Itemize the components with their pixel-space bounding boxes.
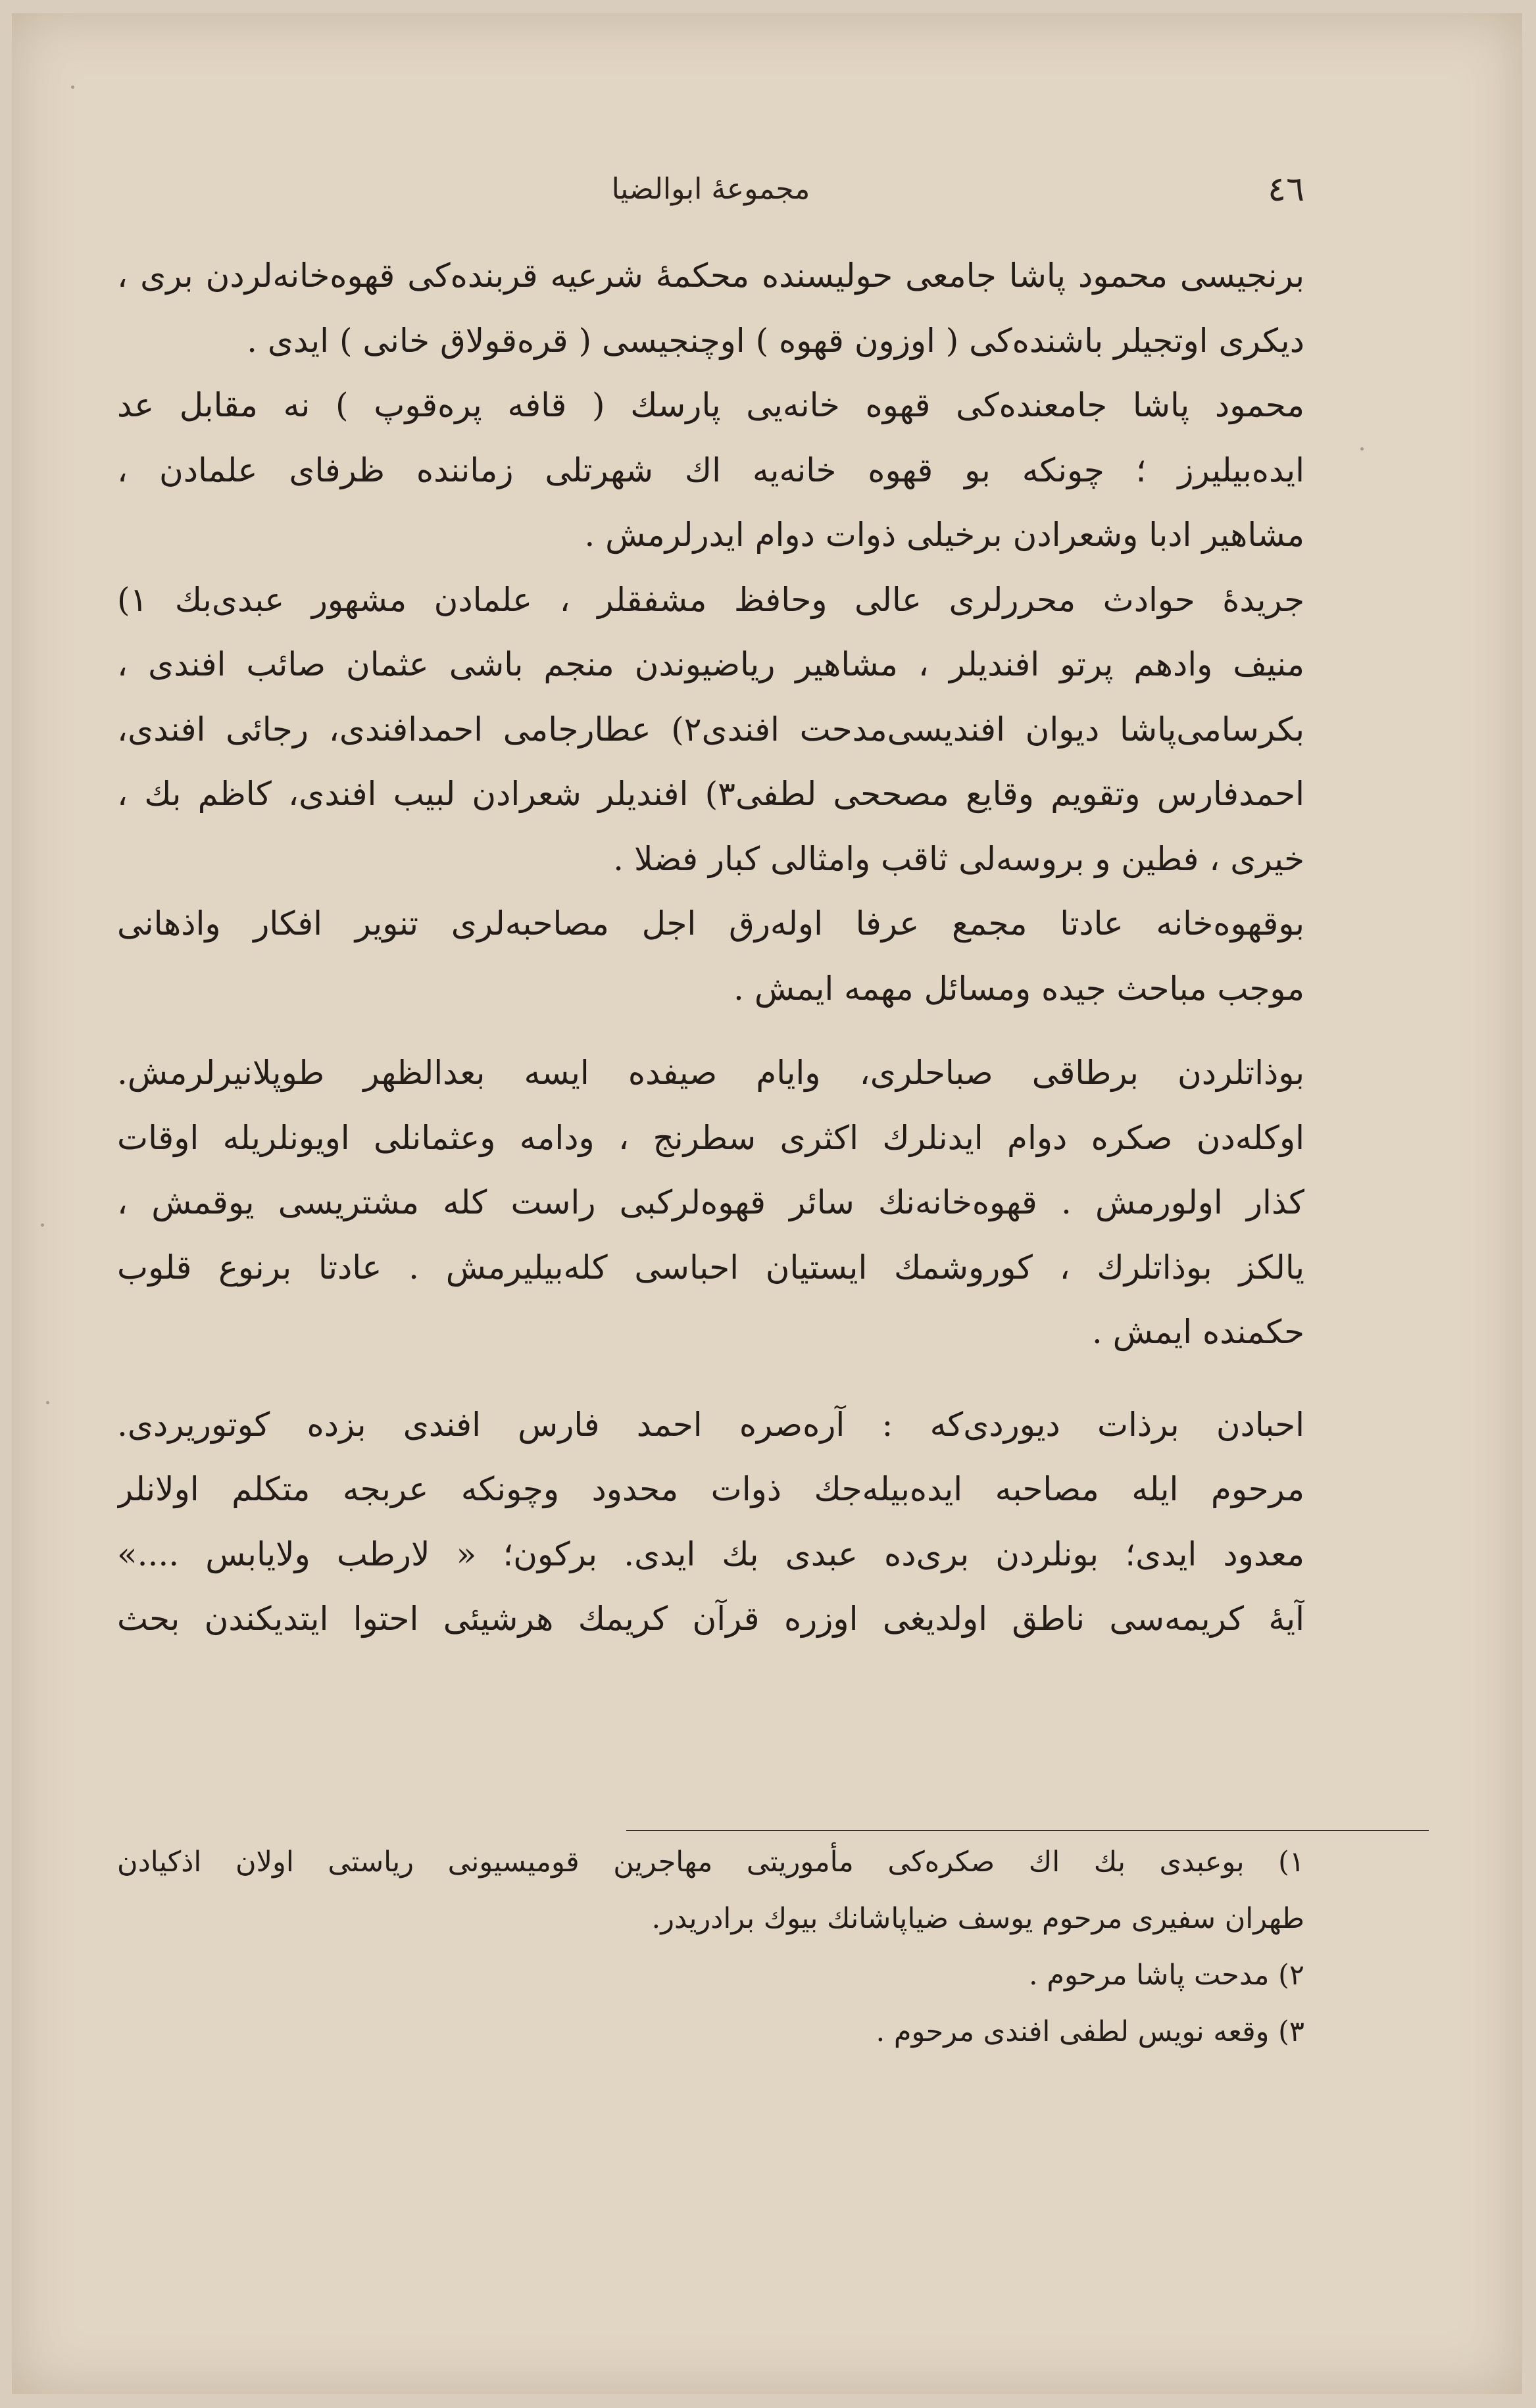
text-line: کذار اولورمش . قهوه‌خانه‌نك سائر قهوه‌لرکبی راست کله مشتریسی یوقمش ، xyxy=(117,1183,1304,1221)
paragraph xyxy=(117,1041,1304,1365)
paper-speck xyxy=(41,1223,44,1227)
body-text xyxy=(117,243,1304,1652)
running-title: مجموعهٔ ابوالضیا xyxy=(611,172,810,206)
text-line: برنجیسی محمود پاشا جامعی حولیسنده محکمهٔ شرعیه قربنده‌کی قهوه‌خانه‌لردن بری ، xyxy=(117,257,1304,295)
text-line: یالکز بوذاتلرك ، کوروشمك ایستیان احباسی کله‌بیلیرمش . عادتا برنوع قلوب xyxy=(117,1248,1304,1287)
footnote-line: ٣) وقعه نویس لطفی افندی مرحوم . xyxy=(876,2015,1304,2048)
footnote-line: ١) بوعبدی بك اك صکره‌کی مأموریتی مهاجرین قومیسیونی ریاستی اولان اذکیادن xyxy=(117,1846,1304,1879)
page-header xyxy=(117,163,1304,216)
text-line: بوذاتلردن برطاقی صباحلری، وایام صیفده ایسه بعدالظهر طوپلانیرلرمش. xyxy=(117,1054,1304,1092)
text-line: معدود ایدی؛ بونلردن بری‌ده عبدی بك ایدی. برکون؛ « لارطب ولایابس ....» xyxy=(117,1535,1304,1573)
text-line: خیری ، فطین و بروسه‌لی ثاقب وامثالی کبار فضلا . xyxy=(613,839,1304,878)
text-line: موجب مباحث جیده ومسائل مهمه ایمش . xyxy=(733,969,1304,1008)
book-page xyxy=(12,13,1522,2394)
text-line: ایده‌بیلیرز ؛ چونکه بو قهوه خانه‌یه اك شهرتلی زماننده ظرفای علمادن ، xyxy=(117,451,1304,489)
paragraph xyxy=(117,1392,1304,1652)
page-number: ٤٦ xyxy=(1268,170,1304,209)
paragraph xyxy=(117,243,1304,373)
paragraph xyxy=(117,373,1304,568)
text-line: حکمنده ایمش . xyxy=(1091,1313,1304,1351)
paper-speck xyxy=(46,1401,49,1404)
footnote-line: ٢) مدحت پاشا مرحوم . xyxy=(1028,1959,1304,1992)
paper-speck xyxy=(1360,447,1364,451)
footnote-divider xyxy=(626,1830,1429,1831)
footnote-line: طهران سفیری مرحوم یوسف ضیاپاشانك بیوك برادریدر. xyxy=(651,1902,1304,1935)
text-line: بکرسامی‌پاشا دیوان افندیسی‌مدحت افندی٢) عطارجامی احمدافندی، رجائی افندی، xyxy=(117,710,1304,749)
text-line: جریدهٔ حوادث محررلری عالی وحافظ مشفقلر ، علمادن مشهور عبدی‌بك ١) xyxy=(117,580,1304,619)
paragraph xyxy=(117,568,1304,892)
footnotes xyxy=(117,1834,1304,2060)
paper-speck xyxy=(71,86,74,89)
text-line: مشاهیر ادبا وشعرادن برخیلی ذوات دوام ایدرلرمش . xyxy=(584,516,1304,554)
text-line: احمدفارس وتقویم وقایع مصححی لطفی٣) افندیلر شعرادن لبیب افندی، کاظم بك ، xyxy=(117,775,1304,813)
text-line: بوقهوه‌خانه عادتا مجمع عرفا اوله‌رق اجل مصاحبه‌لری تنویر افکار واذهانی xyxy=(117,904,1304,943)
text-line: مرحوم ایله مصاحبه ایده‌بیله‌جك ذوات محدود وچونکه عربجه متکلم اولانلر xyxy=(117,1470,1304,1508)
text-line: آیهٔ کریمه‌سی ناطق اولدیغی اوزره قرآن کریمك هرشیئی احتوا ایتدیکندن بحث xyxy=(117,1600,1304,1638)
paragraph xyxy=(117,891,1304,1021)
text-line: منیف وادهم پرتو افندیلر ، مشاهیر ریاضیوندن منجم باشی عثمان صائب افندی ، xyxy=(117,645,1304,683)
text-line: اوکله‌دن صکره دوام ایدنلرك اکثری سطرنج ، ودامه وعثمانلی اویونلریله اوقات xyxy=(117,1118,1304,1157)
text-line: دیکری اوتجیلر باشنده‌کی ( اوزون قهوه ) اوچنجیسی ( قره‌قولاق خانی ) ایدی . xyxy=(247,321,1304,360)
text-line: احبادن برذات دیوردی‌که : آره‌صره احمد فارس افندی بزده کوتوریردی. xyxy=(117,1405,1304,1444)
text-line: محمود پاشا جامعنده‌کی قهوه خانه‌یی پارسك ( قافه پره‌قوپ ) نه مقابل عد xyxy=(117,386,1304,424)
